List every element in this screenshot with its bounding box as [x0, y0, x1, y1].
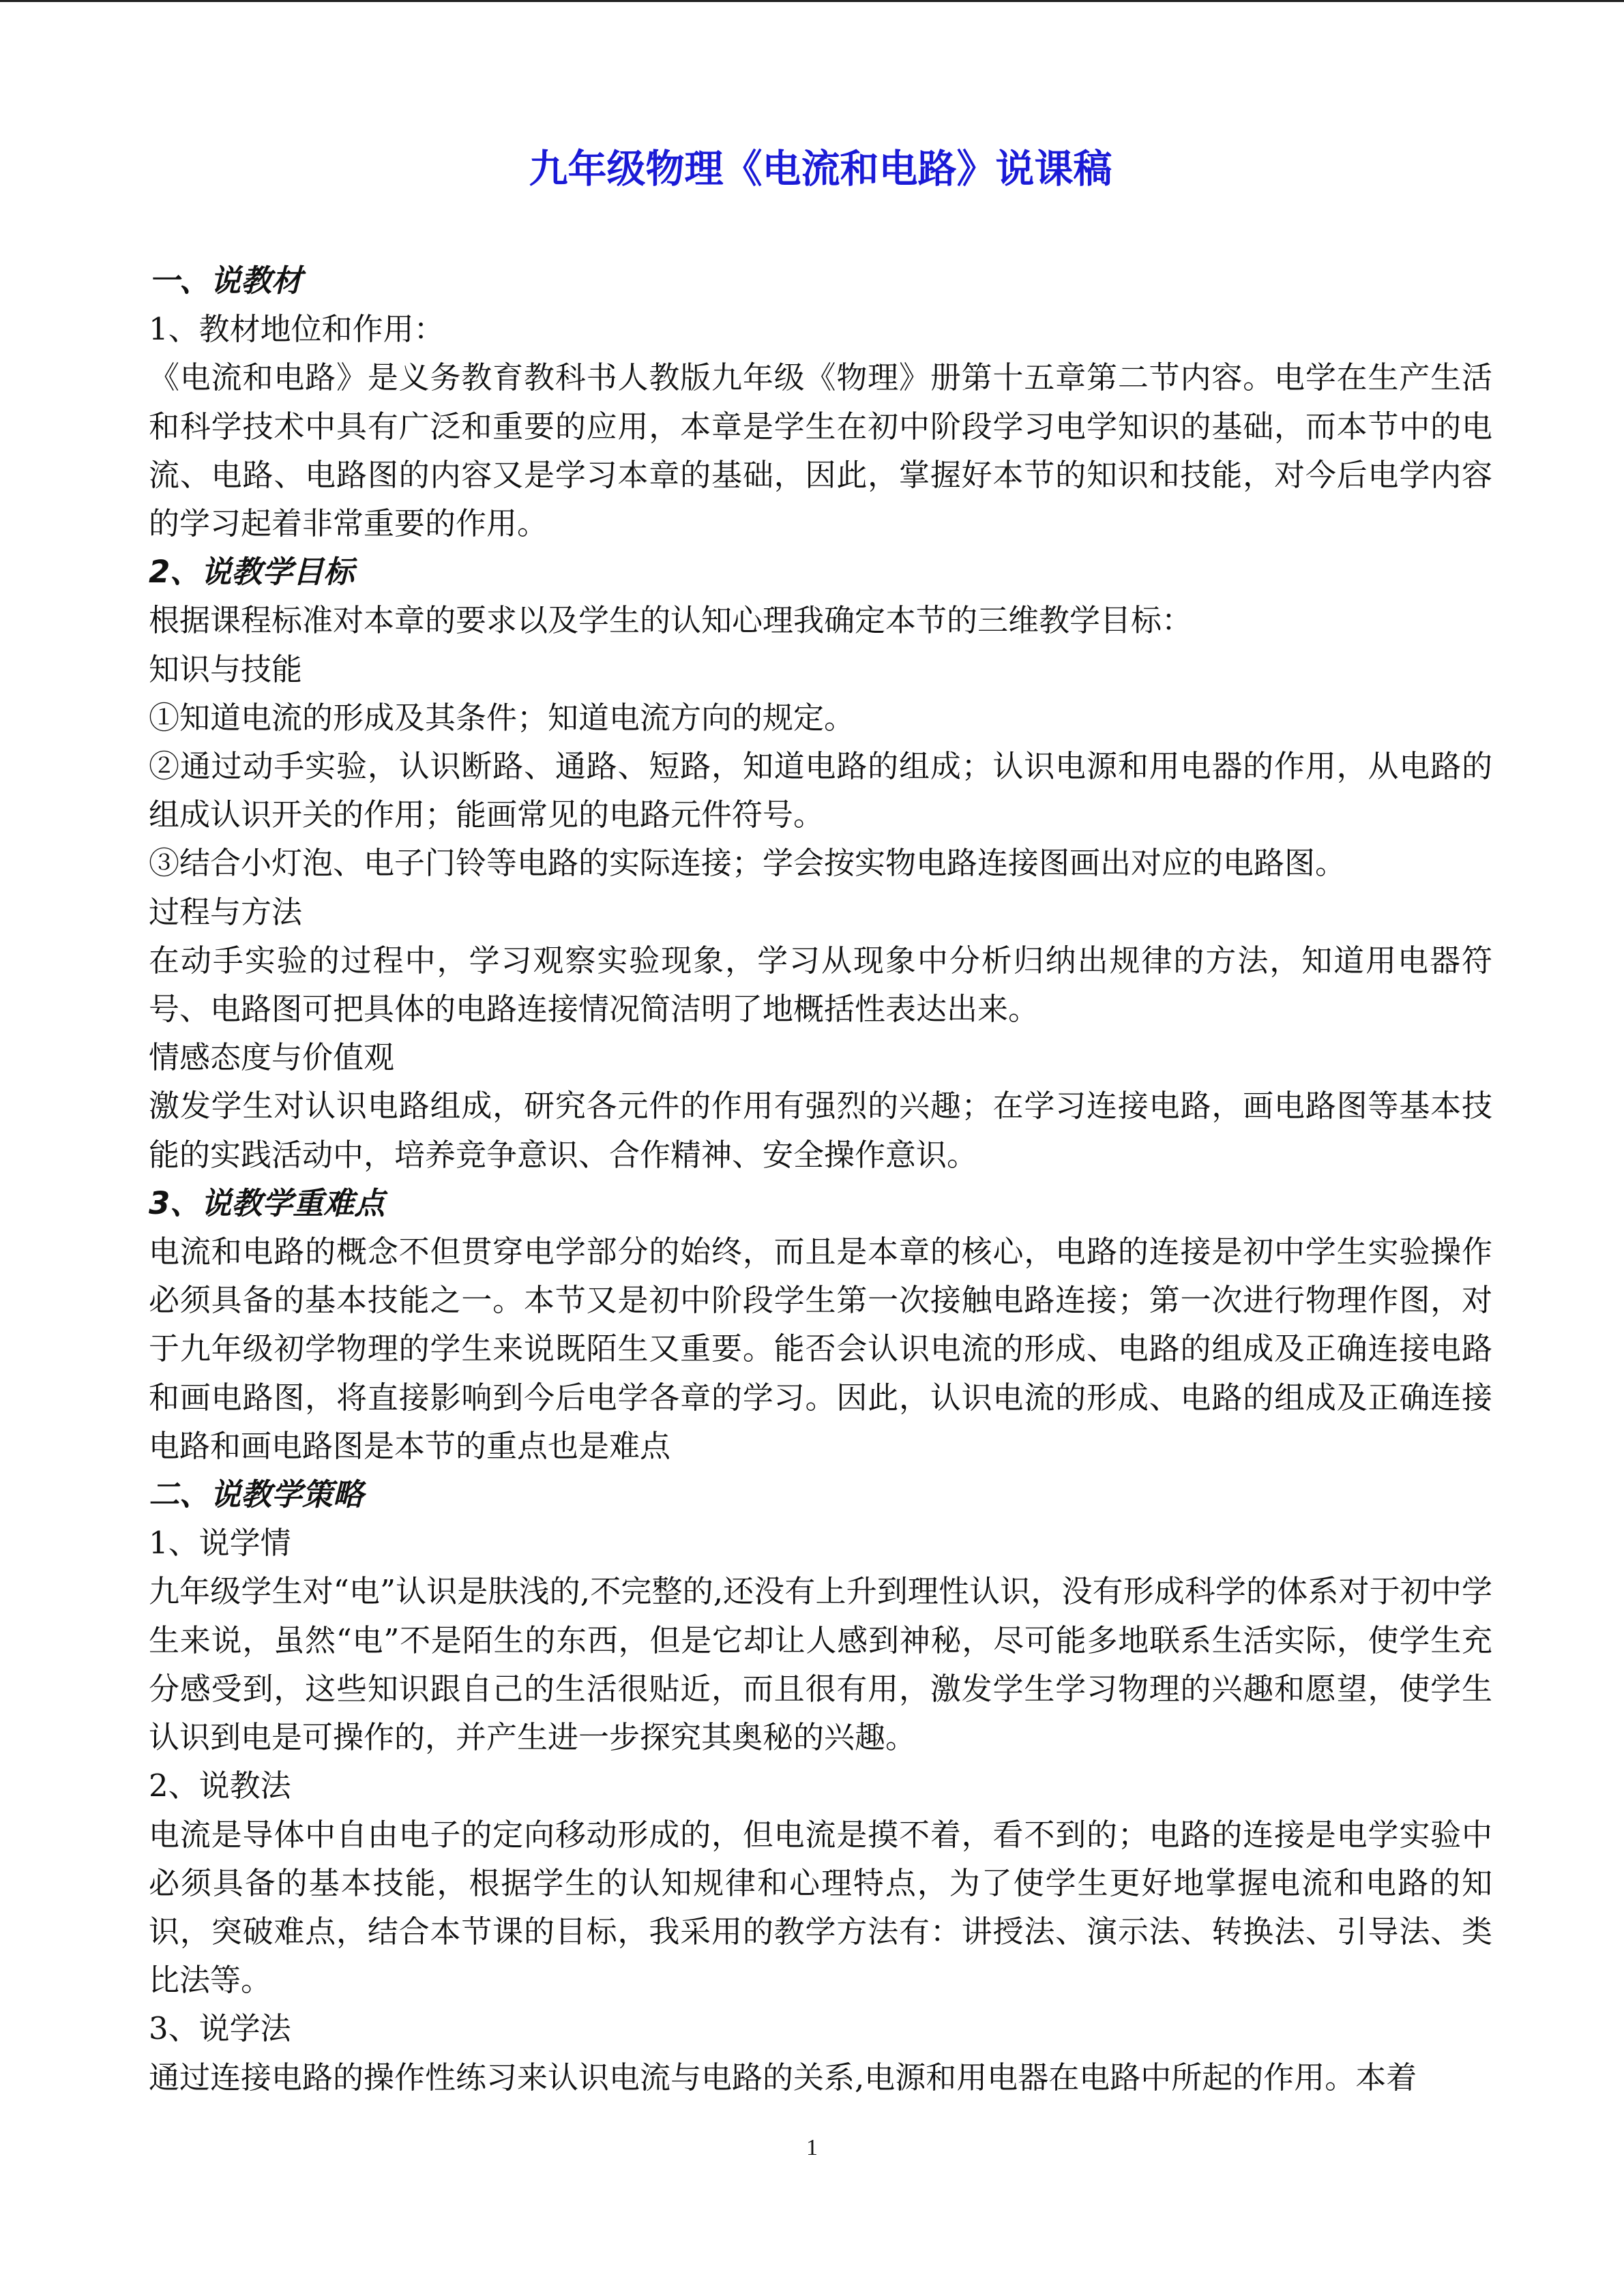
list-item-knowledge-3: ③结合小灯泡、电子门铃等电路的实际连接；学会按实物电路连接图画出对应的电路图。	[149, 845, 1346, 882]
paragraph-goals-intro: 根据课程标准对本章的要求以及学生的认知心理我确定本节的三维教学目标：	[149, 602, 1193, 639]
page-number: 1	[806, 2135, 818, 2160]
section-heading-key-points: 3、说教学重难点	[149, 1184, 385, 1221]
section-heading-teaching-strategy: 二、说教学策略	[149, 1476, 364, 1513]
section-heading-teaching-goals: 2、说教学目标	[149, 554, 355, 591]
list-item-knowledge-2: ②通过动手实验，认识断路、通路、短路，知道电路的组成；认识电源和用电器的作用，从电路的组成认识开关的作用；能画常见的电路元件符号。	[149, 748, 1492, 833]
paragraph-emotion-values: 激发学生对认识电路组成，研究各元件的作用有强烈的兴趣；在学习连接电路，画电路图等基本技能的实践活动中，培养竞争意识、合作精神、安全操作意识。	[149, 1088, 1492, 1173]
section-heading-textbook: 一、说教材	[149, 263, 303, 299]
page-title: 九年级物理《电流和电路》说课稿	[529, 147, 1112, 192]
document-body	[149, 142, 1492, 2102]
subsection-label-learning-method: 3、说学法	[149, 2010, 291, 2047]
label-emotion-values: 情感态度与价值观	[149, 1039, 395, 1076]
paragraph-students: 九年级学生对“电”认识是肤浅的,不完整的,还没有上升到理性认识，没有形成科学的体系对于初中学生来说，虽然“电”不是陌生的东西，但是它却让人感到神秘，尽可能多地联系生活实际，使学生充分感受到，这些知识跟自己的生活很贴近，而且很有用，激发学生学习物理的兴趣和愿望，使学生认识到电是可操作的，并产生进一步探究其奥秘的兴趣。	[149, 1573, 1492, 1756]
paragraph-learning-method: 通过连接电路的操作性练习来认识电流与电路的关系,电源和用电器在电路中所起的作用。本着	[149, 2059, 1417, 2096]
paragraph-textbook-role: 《电流和电路》是义务教育教科书人教版九年级《物理》册第十五章第二节内容。电学在生产生活和科学技术中具有广泛和重要的应用，本章是学生在初中阶段学习电学知识的基础，而本节中的电流、电路、电路图的内容又是学习本章的基础，因此，掌握好本节的知识和技能，对今后电学内容的学习起着非常重要的作用。	[149, 359, 1492, 542]
paragraph-key-points: 电流和电路的概念不但贯穿电学部分的始终，而且是本章的核心，电路的连接是初中学生实验操作必须具备的基本技能之一。本节又是初中阶段学生第一次接触电路连接；第一次进行物理作图，对于九年级初学物理的学生来说既陌生又重要。能否会认识电流的形成、电路的组成及正确连接电路和画电路图，将直接影响到今后电学各章的学习。因此，认识电流的形成、电路的组成及正确连接电路和画电路图是本节的重点也是难点	[149, 1234, 1492, 1464]
label-knowledge-skills: 知识与技能	[149, 651, 303, 687]
label-process-method: 过程与方法	[149, 893, 303, 930]
paragraph-process-method: 在动手实验的过程中，学习观察实验现象，学习从现象中分析归纳出规律的方法，知道用电器符号、电路图可把具体的电路连接情况简洁明了地概括性表达出来。	[149, 942, 1492, 1028]
list-item-knowledge-1: ①知道电流的形成及其条件；知道电流方向的规定。	[149, 699, 855, 736]
paragraph-teaching-method: 电流是导体中自由电子的定向移动形成的，但电流是摸不着，看不到的；电路的连接是电学实验中必须具备的基本技能，根据学生的认知规律和心理特点，为了使学生更好地掌握电流和电路的知识，突破难点，结合本节课的目标，我采用的教学方法有：讲授法、演示法、转换法、引导法、类比法等。	[149, 1816, 1492, 1999]
subsection-label-students: 1、说学情	[149, 1525, 291, 1562]
subsection-label-textbook-role: 1、教材地位和作用：	[149, 311, 445, 348]
subsection-label-teaching-method: 2、说教法	[149, 1768, 291, 1804]
